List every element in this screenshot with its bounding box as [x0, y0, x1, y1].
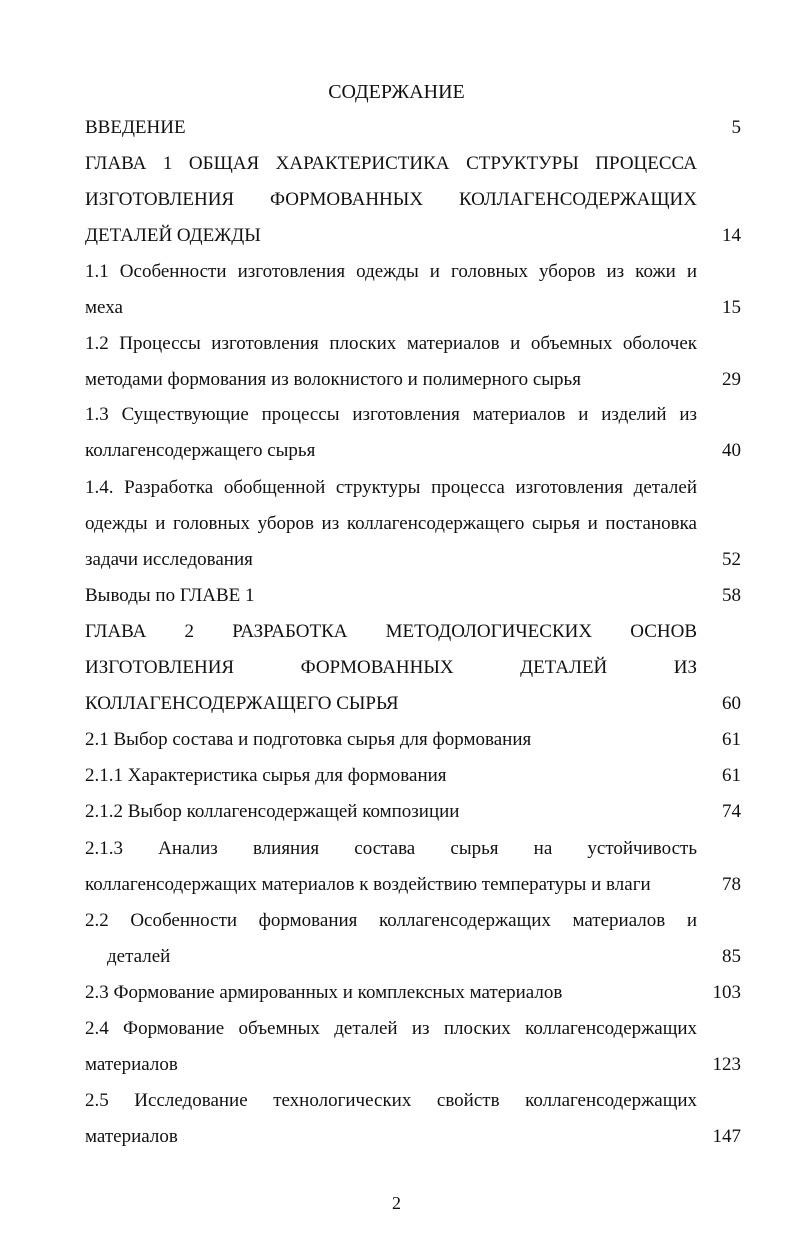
toc-entry-line: 2.1.3 Анализ влияния состава сырья на устойчивость [85, 838, 697, 859]
toc-entry-line: 2.5 Исследование технологических свойств коллагенсодержащих [85, 1090, 697, 1111]
toc-page-number: 123 [712, 1054, 741, 1075]
toc-page-number: 78 [722, 874, 741, 895]
toc-page-number: 103 [712, 982, 741, 1003]
toc-page-number: 61 [722, 765, 741, 786]
toc-entry-line: коллагенсодержащего сырья [85, 440, 316, 461]
toc-entry-line: 2.1.2 Выбор коллагенсодержащей композиции [85, 801, 460, 822]
toc-page-number: 52 [722, 549, 741, 570]
toc-entry-line: ДЕТАЛЕЙ ОДЕЖДЫ [85, 225, 261, 246]
toc-entry-line: материалов [85, 1054, 178, 1075]
toc-page-number: 29 [722, 369, 741, 390]
toc-entry-line: 2.1.1 Характеристика сырья для формования [85, 765, 447, 786]
toc-page-number: 58 [722, 585, 741, 606]
toc-page-number: 85 [722, 946, 741, 967]
toc-page-number: 147 [712, 1126, 741, 1147]
toc-entry-line: Выводы по ГЛАВЕ 1 [85, 585, 255, 606]
page-title: СОДЕРЖАНИЕ [328, 81, 465, 103]
toc-page-number: 60 [722, 693, 741, 714]
page-number: 2 [392, 1193, 401, 1213]
toc-entry-line: 2.1 Выбор состава и подготовка сырья для формования [85, 729, 532, 750]
toc-entry-line: 1.1 Особенности изготовления одежды и головных уборов из кожи и [85, 261, 697, 282]
toc-entry-line: 2.3 Формование армированных и комплексных материалов [85, 982, 563, 1003]
toc-entry-line: задачи исследования [85, 549, 253, 570]
toc-entry-line: коллагенсодержащих материалов к воздействию температуры и влаги [85, 874, 651, 895]
toc-page-number: 40 [722, 440, 741, 461]
toc-entry-line: меха [85, 297, 123, 318]
toc-entry-line: 1.3 Существующие процессы изготовления материалов и изделий из [85, 404, 697, 425]
toc-entry-line: деталей [107, 946, 171, 967]
toc-entry-line: ИЗГОТОВЛЕНИЯ ФОРМОВАННЫХ ДЕТАЛЕЙ ИЗ [85, 657, 697, 678]
toc-page-number: 5 [731, 117, 741, 138]
toc-page-number: 61 [722, 729, 741, 750]
toc-entry-line: ГЛАВА 2 РАЗРАБОТКА МЕТОДОЛОГИЧЕСКИХ ОСНОВ [85, 621, 697, 642]
toc-page-number: 14 [722, 225, 741, 246]
toc-entry-line: ВВЕДЕНИЕ [85, 117, 186, 138]
toc-entry-line: КОЛЛАГЕНСОДЕРЖАЩЕГО СЫРЬЯ [85, 693, 399, 714]
toc-entry-line: ГЛАВА 1 ОБЩАЯ ХАРАКТЕРИСТИКА СТРУКТУРЫ ПРОЦЕССА [85, 153, 697, 174]
toc-entry-line: ИЗГОТОВЛЕНИЯ ФОРМОВАННЫХ КОЛЛАГЕНСОДЕРЖАЩИХ [85, 189, 697, 210]
toc-entry-line: 1.4. Разработка обобщенной структуры процесса изготовления деталей [85, 477, 697, 498]
toc-page-number: 15 [722, 297, 741, 318]
toc-page-number: 74 [722, 801, 741, 822]
toc-entry-line: одежды и головных уборов из коллагенсодержащего сырья и постановка [85, 513, 697, 534]
toc-entry-line: материалов [85, 1126, 178, 1147]
toc-entry-line: 2.4 Формование объемных деталей из плоских коллагенсодержащих [85, 1018, 697, 1039]
toc-entry-line: 1.2 Процессы изготовления плоских материалов и объемных оболочек [85, 333, 697, 354]
toc-entry-line: 2.2 Особенности формования коллагенсодержащих материалов и [85, 910, 697, 931]
toc-entry-line: методами формования из волокнистого и полимерного сырья [85, 369, 581, 390]
